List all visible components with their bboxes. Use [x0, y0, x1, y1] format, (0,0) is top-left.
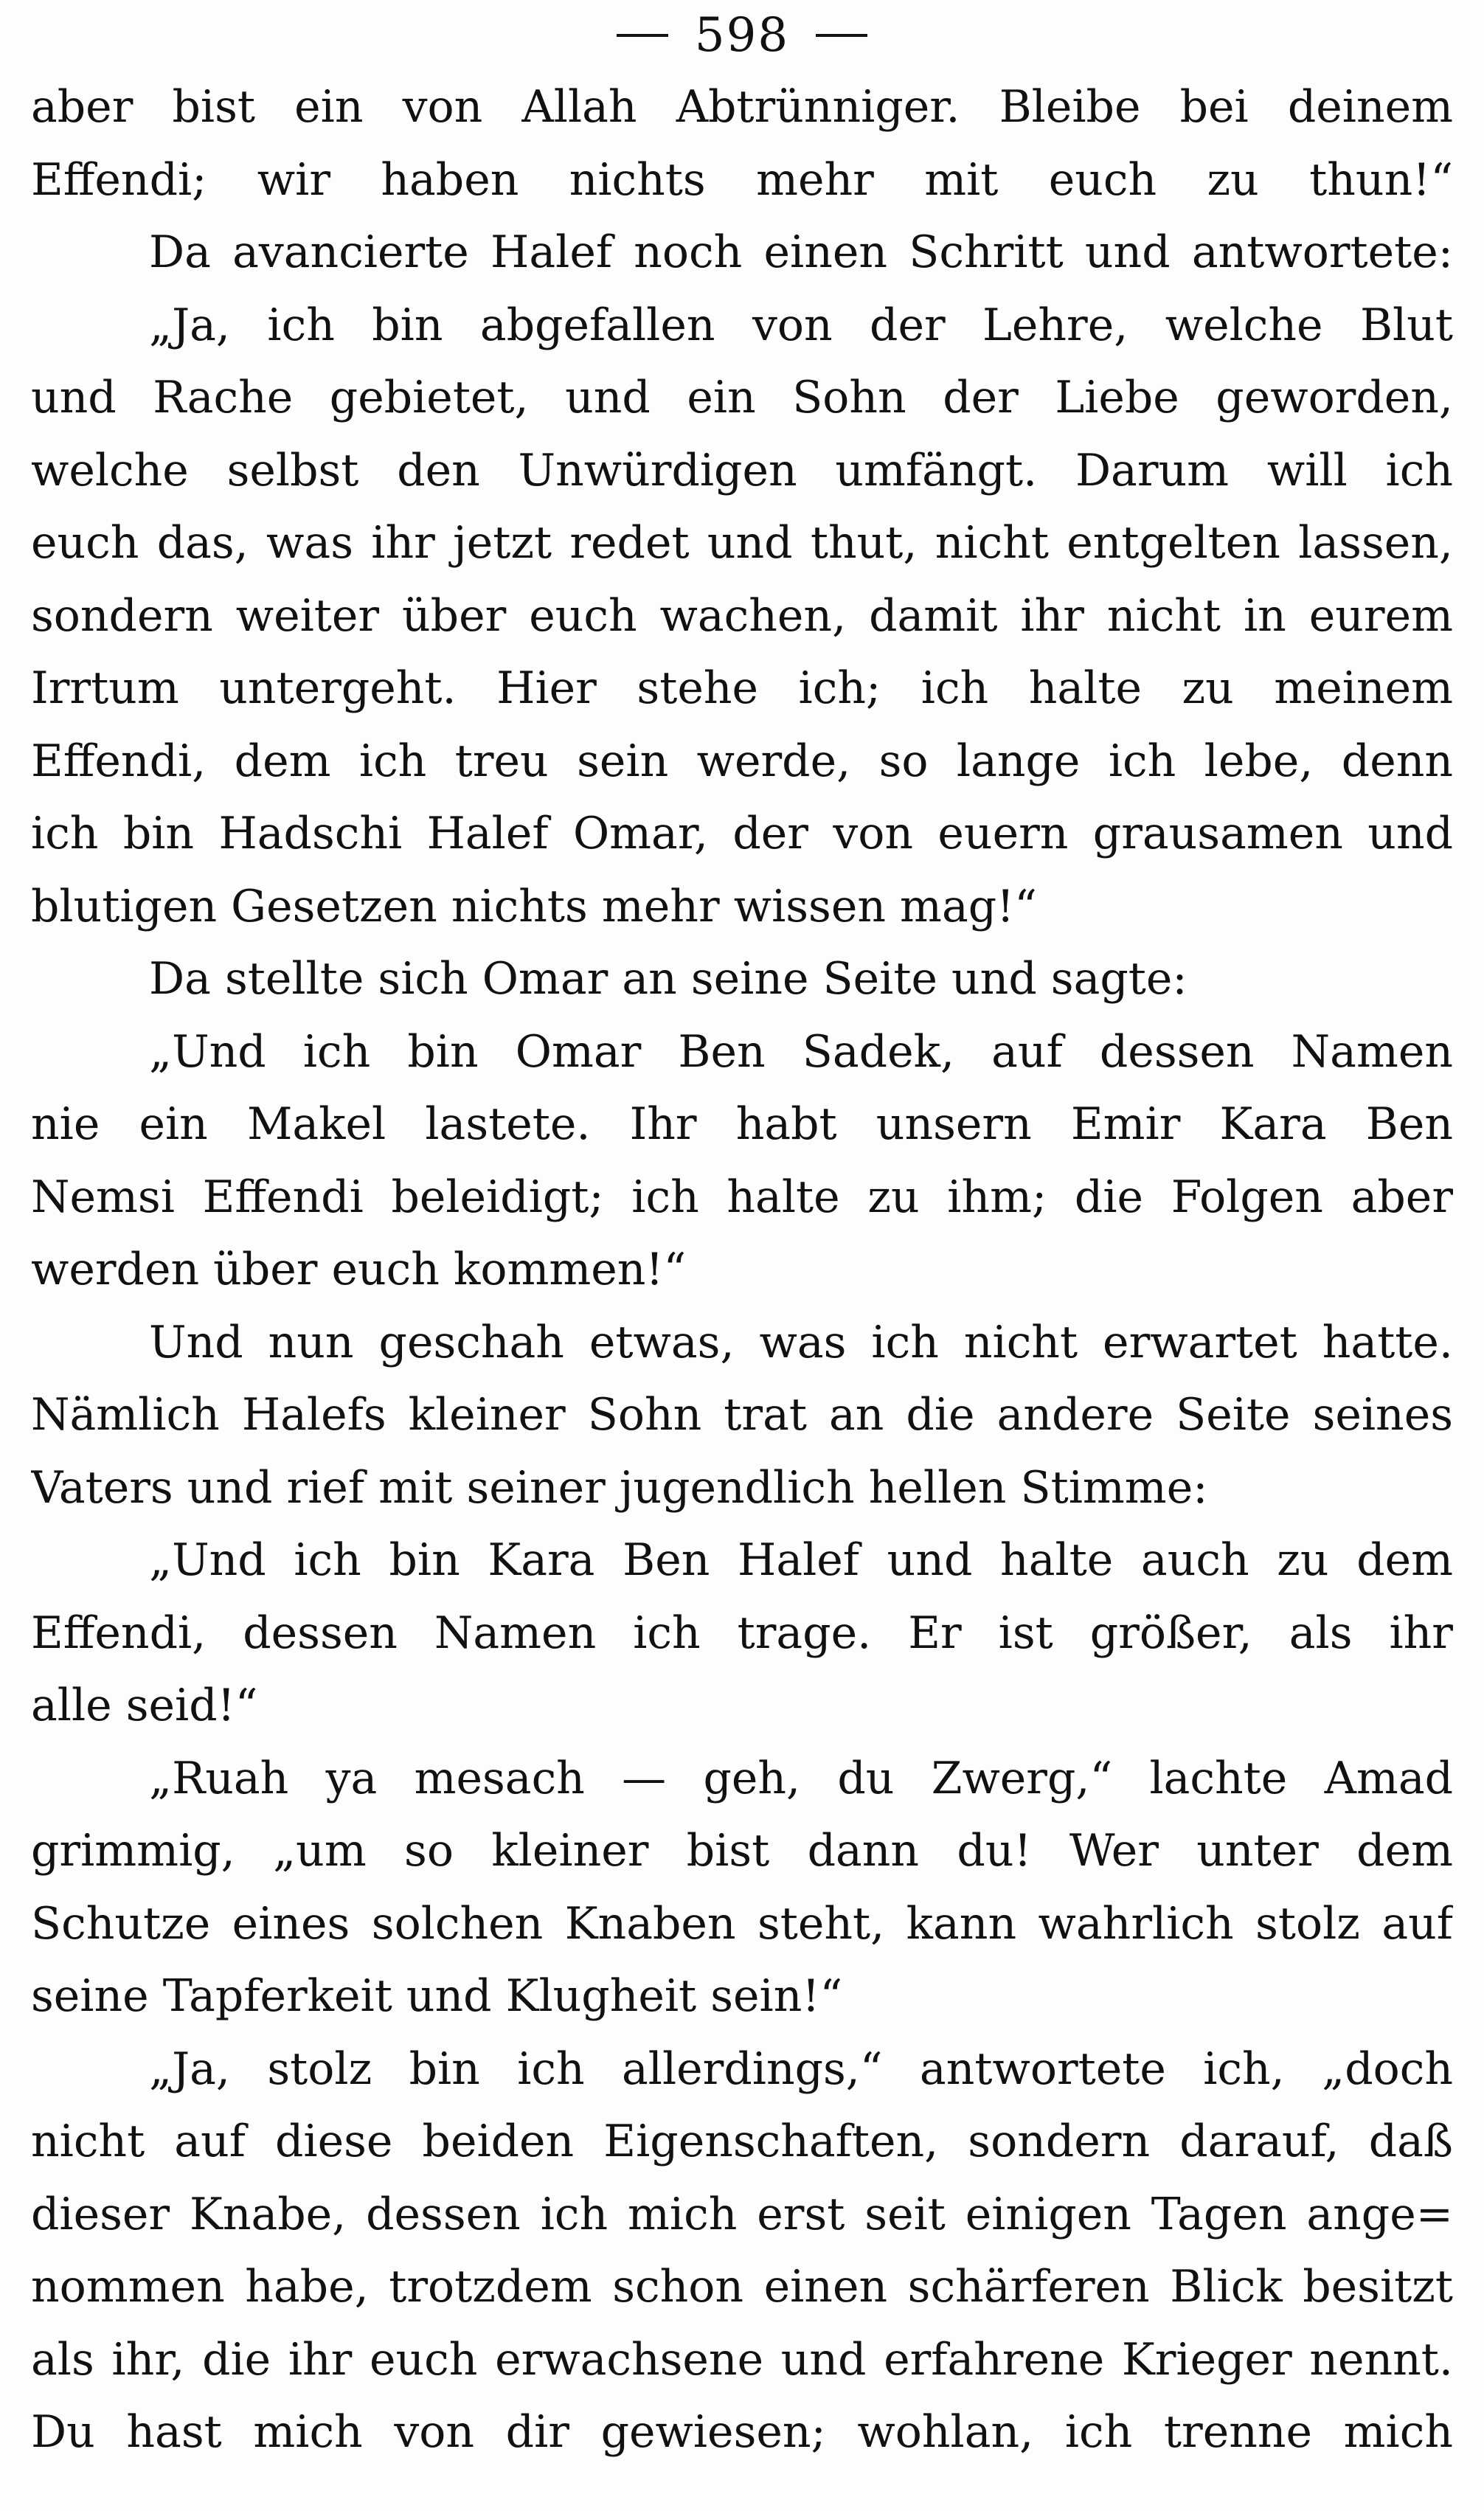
text-line: welche selbst den Unwürdigen umfängt. Darum will ich — [31, 444, 1453, 496]
text-line: Effendi, dem ich treu sein werde, so lange ich lebe, denn — [31, 735, 1453, 787]
text-line: Nemsi Effendi beleidigt; ich halte zu ihm; die Folgen aber — [31, 1171, 1453, 1223]
header-dash-right — [816, 34, 867, 37]
text-line: Und nun geschah etwas, was ich nicht erwartet hatte. — [149, 1316, 1453, 1368]
text-line: sondern weiter über euch wachen, damit ihr nicht in eurem — [31, 589, 1453, 642]
text-line: Du hast mich von dir gewiesen; wohlan, ich trenne mich — [31, 2406, 1453, 2458]
text-line: Da stellte sich Omar an seine Seite und sagte: — [149, 953, 1187, 1005]
text-line: werden über euch kommen!“ — [31, 1244, 687, 1295]
text-line: Schutze eines solchen Knaben steht, kann wahrlich stolz auf — [31, 1897, 1453, 1950]
text-line: aber bist ein von Allah Abtrünniger. Bleibe bei deinem — [31, 81, 1453, 133]
text-line: Da avancierte Halef noch einen Schritt und antwortete: — [149, 226, 1453, 278]
text-line: ich bin Hadschi Halef Omar, der von euern grausamen und — [31, 808, 1453, 859]
text-line: alle seid!“ — [31, 1680, 258, 1731]
text-line: seine Tapferkeit und Klugheit sein!“ — [31, 1970, 843, 2022]
text-line: blutigen Gesetzen nichts mehr wissen mag!“ — [31, 880, 1037, 932]
text-line: „Ja, stolz bin ich allerdings,“ antwortete ich, „doch — [149, 2043, 1453, 2095]
text-line: Effendi; wir haben nichts mehr mit euch zu thun!“ — [31, 153, 1453, 206]
text-line: „Ja, ich bin abgefallen von der Lehre, welche Blut — [149, 299, 1453, 351]
text-line: nicht auf diese beiden Eigenschaften, sondern darauf, daß — [31, 2116, 1453, 2167]
text-line: Nämlich Halefs kleiner Sohn trat an die andere Seite seines — [31, 1389, 1453, 1441]
text-line: dieser Knabe, dessen ich mich erst seit einigen Tagen ange= — [31, 2188, 1453, 2240]
page-number: 598 — [694, 8, 790, 63]
text-line: Effendi, dessen Namen ich trage. Er ist größer, als ihr — [31, 1607, 1453, 1659]
text-line: grimmig, „um so kleiner bist dann du! Wer unter dem — [31, 1825, 1453, 1877]
text-line: und Rache gebietet, und ein Sohn der Liebe geworden, — [31, 372, 1453, 423]
header-dash-left — [617, 34, 668, 37]
text-line: nommen habe, trotzdem schon einen schärferen Blick besitzt — [31, 2261, 1453, 2313]
text-line: Vaters und rief mit seiner jugendlich hellen Stimme: — [31, 1461, 1208, 1514]
body-text — [31, 71, 1453, 2469]
text-line: Irrtum untergeht. Hier stehe ich; ich halte zu meinem — [31, 662, 1453, 714]
text-line: „Ruah ya mesach — geh, du Zwerg,“ lachte Amad — [149, 1752, 1453, 1804]
page-header — [0, 6, 1484, 65]
text-line: „Und ich bin Kara Ben Halef und halte auch zu dem — [149, 1534, 1453, 1586]
text-line: „Und ich bin Omar Ben Sadek, auf dessen Namen — [149, 1025, 1453, 1078]
text-line: euch das, was ihr jetzt redet und thut, nicht entgelten lassen, — [31, 517, 1453, 569]
text-line: als ihr, die ihr euch erwachsene und erfahrene Krieger nennt. — [31, 2333, 1453, 2386]
text-line: nie ein Makel lastete. Ihr habt unsern Emir Kara Ben — [31, 1098, 1453, 1150]
